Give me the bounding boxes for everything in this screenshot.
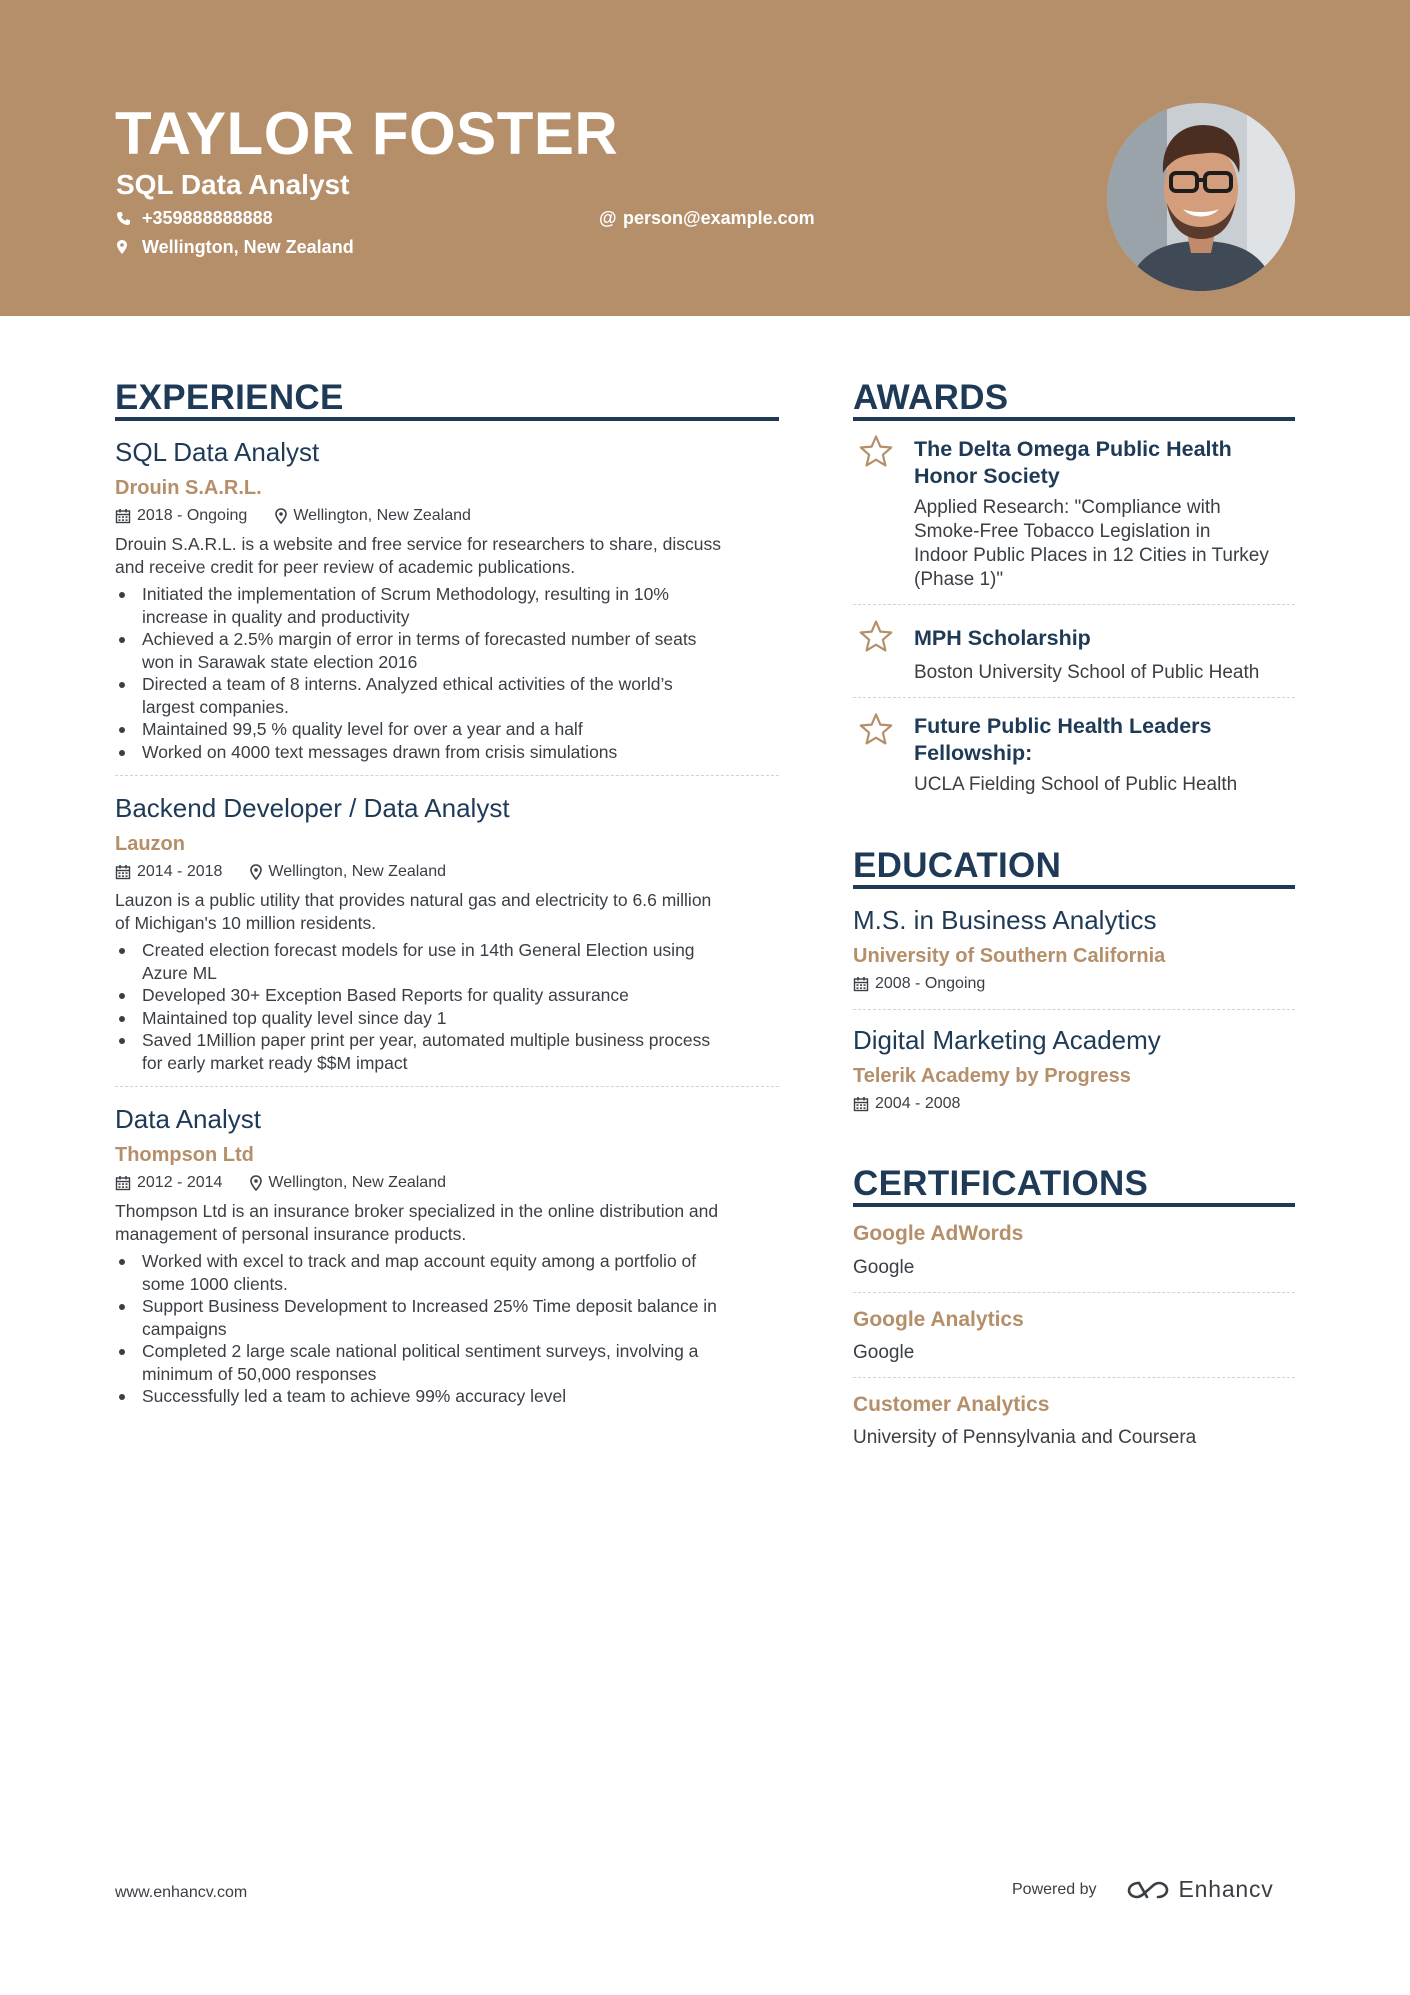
candidate-title: SQL Data Analyst xyxy=(116,169,350,200)
job-title: Backend Developer / Data Analyst xyxy=(115,793,510,823)
star-icon xyxy=(858,619,894,655)
awards-heading: AWARDS xyxy=(853,378,1009,417)
job-title: Data Analyst xyxy=(115,1104,261,1134)
award-title: The Delta Omega Public Health Honor Society xyxy=(914,437,1232,488)
description-line: management of personal insurance products. xyxy=(115,1223,467,1244)
powered-by-label: Powered by xyxy=(1012,1880,1097,1898)
map-pin-icon xyxy=(116,239,138,255)
experience-heading: EXPERIENCE xyxy=(115,378,344,417)
divider xyxy=(853,604,1295,605)
education-heading: EDUCATION xyxy=(853,846,1062,885)
job-description xyxy=(115,533,721,578)
bullet-item: Worked on 4000 text messages drawn from crisis simulations xyxy=(115,741,696,764)
footer-website-link[interactable]: www.enhancv.com xyxy=(115,1884,248,1901)
bullet-item: Initiated the implementation of Scrum Methodology, resulting in 10% increase in quality and productivity xyxy=(115,583,696,628)
email-contact[interactable] xyxy=(599,207,815,229)
bullet-item: Developed 30+ Exception Based Reports for quality assurance xyxy=(115,984,710,1007)
map-pin-icon xyxy=(250,1175,262,1191)
star-icon xyxy=(858,712,894,748)
education-dates: 2008 - Ongoing xyxy=(875,975,986,992)
education-meta xyxy=(853,974,985,994)
powered-by[interactable] xyxy=(1012,1876,1274,1903)
certifications-heading: CERTIFICATIONS xyxy=(853,1164,1149,1203)
bullet-item: Achieved a 2.5% margin of error in terms of forecasted number of seats won in Sarawak state election 2016 xyxy=(115,628,696,673)
job-description xyxy=(115,889,711,934)
calendar-icon xyxy=(115,508,131,524)
award-description: UCLA Fielding School of Public Health xyxy=(914,774,1238,795)
divider xyxy=(115,1086,779,1087)
phone-icon xyxy=(116,211,138,226)
description-line: Drouin S.A.R.L. is a website and free service for researchers to share, discuss xyxy=(115,534,721,554)
job-location: Wellington, New Zealand xyxy=(268,1174,446,1191)
education-dates: 2004 - 2008 xyxy=(875,1095,961,1112)
divider xyxy=(853,1292,1295,1293)
experience-rule xyxy=(115,417,779,421)
award-description: Boston University School of Public Heath xyxy=(914,662,1260,683)
location-text: Wellington, New Zealand xyxy=(142,237,354,257)
candidate-name: TAYLOR FOSTER xyxy=(115,100,619,167)
job-bullets xyxy=(115,939,710,1074)
at-icon: @ xyxy=(599,208,617,228)
job-bullets xyxy=(115,583,696,763)
bullet-item: Maintained 99,5 % quality level for over a year and a half xyxy=(115,718,696,741)
divider xyxy=(853,1009,1295,1010)
calendar-icon xyxy=(853,976,869,992)
enhancv-brand: Enhancv xyxy=(1178,1876,1274,1902)
job-title: SQL Data Analyst xyxy=(115,437,320,467)
job-location: Wellington, New Zealand xyxy=(293,507,471,524)
description-line: and receive credit for peer review of academic publications. xyxy=(115,556,576,577)
bullet-item: Successfully led a team to achieve 99% accuracy level xyxy=(115,1385,717,1408)
bullet-item: Worked with excel to track and map account equity among a portfolio of some 1000 clients. xyxy=(115,1250,717,1295)
degree-title: M.S. in Business Analytics xyxy=(853,905,1157,935)
company-name: Lauzon xyxy=(115,833,185,855)
phone-contact[interactable] xyxy=(116,207,273,229)
certification-name: Google Analytics xyxy=(853,1308,1024,1331)
job-bullets xyxy=(115,1250,717,1408)
enhancv-logo-icon xyxy=(1125,1878,1171,1902)
profile-photo xyxy=(1107,103,1295,291)
certification-issuer: University of Pennsylvania and Coursera xyxy=(853,1427,1197,1448)
header-banner xyxy=(0,0,1410,316)
education-rule xyxy=(853,885,1295,889)
job-dates: 2012 - 2014 xyxy=(137,1174,223,1191)
calendar-icon xyxy=(115,864,131,880)
job-meta xyxy=(115,1173,446,1193)
email-address: person@example.com xyxy=(623,208,815,228)
phone-number: +359888888888 xyxy=(142,208,273,228)
map-pin-icon xyxy=(275,508,287,524)
star-icon xyxy=(858,434,894,470)
location-contact xyxy=(116,236,354,258)
divider xyxy=(853,1377,1295,1378)
bullet-item: Support Business Development to Increased 25% Time deposit balance in campaigns xyxy=(115,1295,717,1340)
certification-name: Customer Analytics xyxy=(853,1393,1050,1416)
bullet-item: Directed a team of 8 interns. Analyzed ethical activities of the world’s largest companies. xyxy=(115,673,696,718)
map-pin-icon xyxy=(250,864,262,880)
job-location: Wellington, New Zealand xyxy=(268,863,446,880)
certifications-rule xyxy=(853,1203,1295,1207)
award-title: Future Public Health Leaders Fellowship: xyxy=(914,714,1212,765)
certification-name: Google AdWords xyxy=(853,1222,1024,1245)
divider xyxy=(115,775,779,776)
job-dates: 2014 - 2018 xyxy=(137,863,223,880)
degree-title: Digital Marketing Academy xyxy=(853,1025,1161,1055)
company-name: Drouin S.A.R.L. xyxy=(115,477,262,499)
calendar-icon xyxy=(853,1096,869,1112)
job-meta xyxy=(115,506,471,526)
award-description: Applied Research: "Compliance with Smoke-Free Tobacco Legislation in Indoor Public Places in 12 Cities in Turkey (Phase 1)" xyxy=(914,497,1269,590)
awards-rule xyxy=(853,417,1295,421)
education-meta xyxy=(853,1094,960,1114)
job-dates: 2018 - Ongoing xyxy=(137,507,248,524)
company-name: Thompson Ltd xyxy=(115,1144,254,1166)
school-name: University of Southern California xyxy=(853,945,1166,967)
job-meta xyxy=(115,862,446,882)
description-line: of Michigan's 10 million residents. xyxy=(115,912,377,933)
calendar-icon xyxy=(115,1175,131,1191)
description-line: Lauzon is a public utility that provides natural gas and electricity to 6.6 million xyxy=(115,890,712,910)
bullet-item: Saved 1Million paper print per year, automated multiple business process for early market ready $$M impact xyxy=(115,1029,710,1074)
bullet-item: Created election forecast models for use in 14th General Election using Azure ML xyxy=(115,939,710,984)
bullet-item: Completed 2 large scale national political sentiment surveys, involving a minimum of 50,000 responses xyxy=(115,1340,717,1385)
divider xyxy=(853,697,1295,698)
school-name: Telerik Academy by Progress xyxy=(853,1065,1131,1087)
description-line: Thompson Ltd is an insurance broker specialized in the online distribution and xyxy=(115,1201,719,1221)
job-description xyxy=(115,1200,718,1245)
certification-issuer: Google xyxy=(853,1257,915,1278)
bullet-item: Maintained top quality level since day 1 xyxy=(115,1007,710,1030)
award-title: MPH Scholarship xyxy=(914,626,1091,650)
certification-issuer: Google xyxy=(853,1342,915,1363)
